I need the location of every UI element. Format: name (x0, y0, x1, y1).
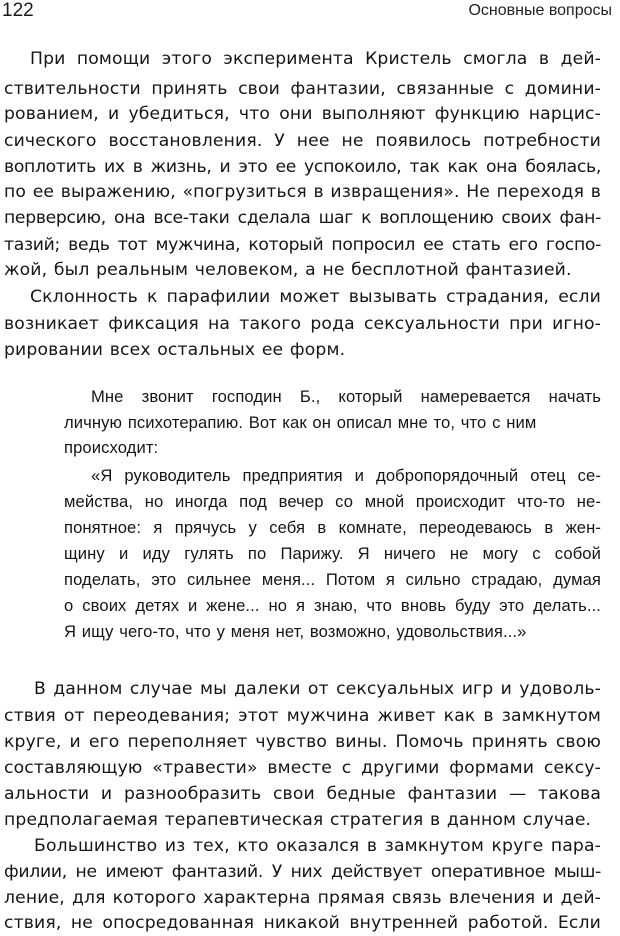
text-line: В данном случае мы далеки от сексуальных игр и удоволь- (34, 679, 601, 699)
text-line: альности и разнообразить свои бедные фантазии — такова (4, 784, 601, 804)
text-line: по ее выражению, «погрузиться в извращения». Не переходя в (4, 182, 601, 202)
text-line: филии, не имеют фантазий. У них действует оперативное мыш- (4, 862, 601, 882)
text-line: понятное: я прячусь у себя в комнате, переодеваюсь в жен- (64, 518, 601, 537)
text-line: жой, был реальным человеком, а не бесплотной фантазией. (4, 260, 572, 280)
text-line: составляющую «травести» вместе с другими формами сексу- (4, 758, 601, 778)
text-line: перверсию, она все-таки сделала шаг к воплощению своих фан- (4, 208, 601, 228)
section-title: Основные вопросы (468, 2, 612, 19)
page-number: 122 (2, 0, 34, 21)
text-line: рировании всех остальных ее форм. (4, 340, 346, 360)
text-line: личную психотерапию. Вот как он описал мне то, что с ним (64, 413, 537, 432)
text-line: ствия, не опосредованная никакой внутренней работой. Если (4, 913, 601, 933)
text-line: тазий; ведь тот мужчина, который попросил ее стать его госпо- (4, 235, 601, 255)
text-line: Склонность к парафилии может вызывать страдания, если (30, 287, 601, 307)
text-line: воплотить их в жизнь, и это ее успокоило, так как она боялась, (4, 157, 601, 177)
text-line: сического восстановления. У нее не появилось потребности (4, 131, 601, 151)
text-line: мейства, но иногда под вечер со мной происходит что-то не- (64, 492, 601, 511)
text-line: предполагаемая терапевтическая стратегия в данном случае. (4, 810, 592, 830)
text-line: Мне звонит господин Б., который намеревается начать (91, 387, 601, 406)
text-line: ствия от переодевания; этот мужчина живет как в замкнутом (4, 706, 601, 726)
text-line: о своих детях и жене... но я знаю, что вновь буду это делать... (64, 596, 601, 615)
text-line: рованием, и убедиться, что они выполняют функцию нарцис- (4, 104, 601, 124)
text-line: «Я руководитель предприятия и добропорядочный отец се- (91, 466, 601, 485)
text-line: При помощи этого эксперимента Кристель смогла в дей- (30, 49, 601, 69)
text-line: Я ищу чего-то, что у меня нет, возможно, удовольствия...» (64, 622, 527, 641)
text-line: возникает фиксация на такого рода сексуальности при игно- (4, 314, 601, 334)
text-line: щину и иду гулять по Парижу. Я ничего не могу с собой (64, 544, 601, 563)
text-line: круге, и его переполняет чувство вины. Помочь принять свою (4, 732, 601, 752)
text-line: Большинство из тех, кто оказался в замкнутом круге пара- (34, 836, 601, 856)
text-line: ствительности принять свои фантазии, связанные с домини- (4, 79, 601, 99)
text-line: поделать, это сильнее меня... Потом я сильно страдаю, думая (64, 570, 601, 589)
running-head (0, 0, 620, 24)
text-line: ление, для которого характерна прямая связь влечения и дей- (4, 888, 601, 908)
text-line: происходит: (64, 438, 159, 457)
